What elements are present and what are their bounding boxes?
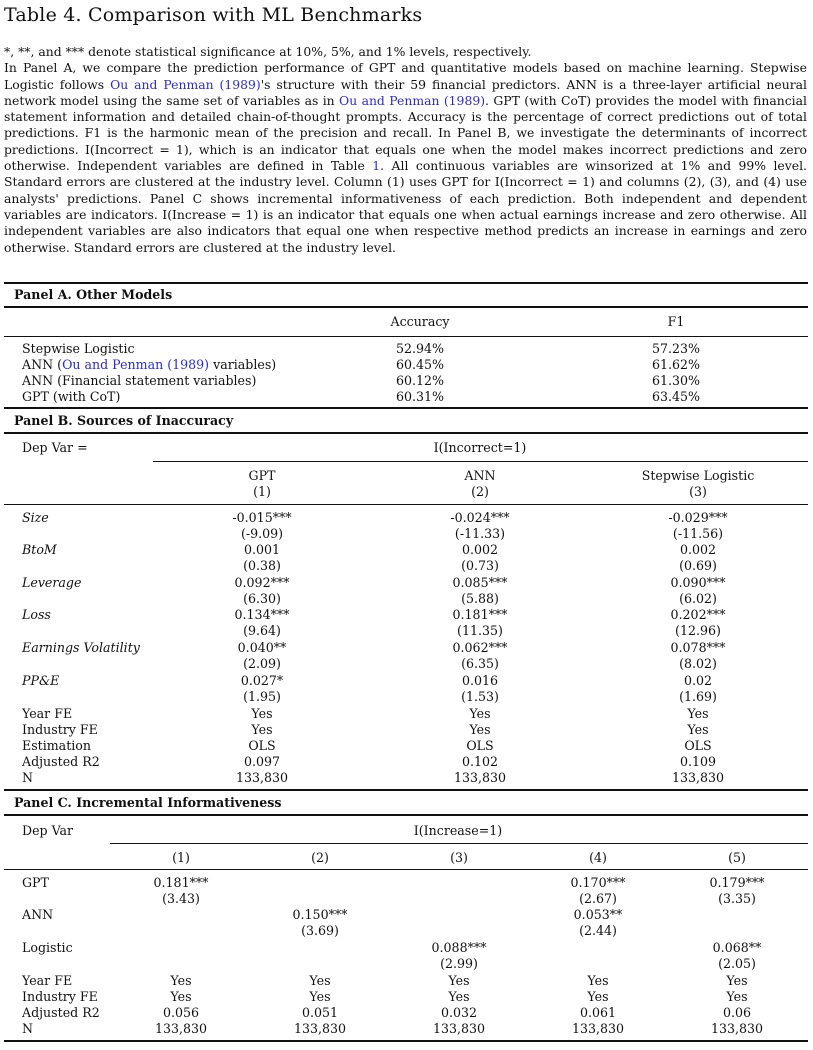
- stat-value: 0.097: [243, 754, 281, 769]
- stat-label: Industry FE: [22, 989, 98, 1004]
- variable-label: ANN: [22, 907, 54, 922]
- coefficient: 0.181***: [452, 607, 508, 622]
- t-stat: (8.02): [679, 656, 717, 671]
- t-stat: (6.02): [679, 591, 717, 606]
- stat-value: Yes: [587, 973, 609, 988]
- rule: [4, 336, 808, 337]
- depvar-label: Dep Var: [22, 823, 74, 838]
- rule: [153, 461, 808, 462]
- t-stat: (3.69): [301, 923, 339, 938]
- column-header: Accuracy: [390, 314, 450, 329]
- variable-label: Loss: [22, 607, 51, 622]
- stat-value: Yes: [309, 989, 331, 1004]
- t-stat: (6.35): [461, 656, 499, 671]
- citation-link[interactable]: Ou and Penman (1989): [339, 92, 486, 108]
- stat-value: Yes: [587, 989, 609, 1004]
- coefficient: -0.029***: [668, 510, 728, 525]
- table-note: [4, 44, 807, 256]
- coefficient: 0.02: [683, 673, 713, 688]
- coefficient: 0.085***: [452, 575, 508, 590]
- t-stat: (-9.09): [240, 526, 284, 541]
- t-stat: (11.35): [457, 623, 503, 638]
- accuracy-value: 60.45%: [395, 357, 445, 372]
- stat-value: 133,830: [432, 1021, 486, 1036]
- stat-value: Yes: [469, 722, 491, 737]
- stat-value: OLS: [248, 738, 276, 753]
- coefficient: 0.181***: [153, 875, 209, 890]
- description-paragraph: In Panel A, we compare the prediction performance of GPT and quantitative models based on machine learning. Stepwise Logistic follows Ou and Penman (1989)'s structure with their 59 financial predictors. ANN is a three-layer artificial neural network model using the same set of variables as in Ou and Penman (1989). GPT (with CoT) provides the model with financial statement information and detailed chain-of-thought prompts. Accuracy is the percentage of correct predictions out of total predictions. F1 is the harmonic mean of the precision and recall. In Panel B, we investigate the determinants of incorrect predictions. I(Incorrect = 1), which is an indicator that equals one when the model makes incorrect predictions and zero otherwise. Independent variables are defined in Table 1. All continuous variables are winsorized at 1% and 99% level. Standard errors are clustered at the industry level. Column (1) uses GPT for I(Incorrect = 1) and columns (2), (3), and (4) use analysts' predictions. Panel C shows incremental informativeness of each prediction. Both independent and dependent variables are indicators. I(Increase = 1) is an indicator that equals one when actual earnings increase and zero otherwise. All independent variables are also indicators that equal one when respective method predicts an increase in earnings and zero otherwise. Standard errors are clustered at the industry level.: [4, 60, 807, 255]
- column-number: (1): [253, 484, 271, 499]
- depvar-name: I(Incorrect=1): [433, 440, 527, 455]
- stat-value: Yes: [309, 973, 331, 988]
- variable-label: PP&E: [22, 673, 60, 688]
- t-stat: (1.53): [461, 689, 499, 704]
- stat-label: Industry FE: [22, 722, 98, 737]
- variable-label: Leverage: [22, 575, 82, 590]
- accuracy-value: 60.31%: [395, 389, 445, 404]
- column-number: (3): [689, 484, 707, 499]
- accuracy-value: 60.12%: [395, 373, 445, 388]
- coefficient: -0.024***: [450, 510, 510, 525]
- coefficient: 0.179***: [709, 875, 765, 890]
- row-label: ANN (Financial statement variables): [22, 373, 257, 388]
- accuracy-value: 52.94%: [395, 341, 445, 356]
- t-stat: (9.64): [243, 623, 281, 638]
- citation-link[interactable]: Ou and Penman (1989): [110, 76, 261, 92]
- coefficient: 0.002: [461, 542, 499, 557]
- stat-value: 0.06: [722, 1005, 752, 1020]
- t-stat: (6.30): [243, 591, 281, 606]
- stat-value: Yes: [170, 973, 192, 988]
- stat-value: 0.056: [162, 1005, 200, 1020]
- coefficient: 0.001: [243, 542, 281, 557]
- variable-label: GPT: [22, 875, 49, 890]
- coefficient: 0.053**: [573, 907, 623, 922]
- column-header: ANN: [464, 468, 496, 483]
- coefficient: 0.092***: [234, 575, 290, 590]
- stat-value: OLS: [466, 738, 494, 753]
- row-label: ANN (Ou and Penman (1989) variables): [22, 357, 277, 372]
- coefficient: 0.016: [461, 673, 499, 688]
- coefficient: 0.062***: [452, 640, 508, 655]
- variable-label: BtoM: [22, 542, 57, 557]
- stat-label: Year FE: [22, 706, 73, 721]
- stat-label: Year FE: [22, 973, 73, 988]
- rule: [4, 1040, 808, 1042]
- t-stat: (-11.56): [672, 526, 724, 541]
- stat-value: Yes: [726, 989, 748, 1004]
- t-stat: (1.69): [679, 689, 717, 704]
- coefficient: -0.015***: [232, 510, 292, 525]
- coefficient: 0.040**: [237, 640, 287, 655]
- depvar-label: Dep Var =: [22, 440, 88, 455]
- panel-c-title: Panel C. Incremental Informativeness: [14, 795, 282, 810]
- significance-note: *, **, and *** denote statistical significance at 10%, 5%, and 1% levels, respectively.: [4, 44, 532, 59]
- column-header: Stepwise Logistic: [641, 468, 755, 483]
- stat-value: 0.051: [301, 1005, 339, 1020]
- rule: [4, 504, 808, 505]
- coefficient: 0.078***: [670, 640, 726, 655]
- t-stat: (0.73): [461, 558, 499, 573]
- stat-label: Adjusted R2: [22, 754, 100, 769]
- table-ref-link[interactable]: 1: [372, 158, 381, 174]
- stat-value: 133,830: [293, 1021, 347, 1036]
- rule: [4, 789, 808, 791]
- table-title: Table 4. Comparison with ML Benchmarks: [4, 4, 423, 26]
- t-stat: (2.99): [440, 956, 478, 971]
- panel-b-title: Panel B. Sources of Inaccuracy: [14, 413, 234, 428]
- t-stat: (1.95): [243, 689, 281, 704]
- citation-link[interactable]: Ou and Penman (1989): [62, 357, 210, 372]
- depvar-name: I(Increase=1): [413, 823, 503, 838]
- panel-a-title: Panel A. Other Models: [14, 287, 173, 302]
- stat-value: Yes: [687, 722, 709, 737]
- column-number: (1): [172, 850, 190, 865]
- stat-value: 133,830: [671, 770, 725, 785]
- variable-label: Logistic: [22, 940, 73, 955]
- f1-value: 57.23%: [651, 341, 701, 356]
- coefficient: 0.027*: [240, 673, 284, 688]
- rule: [4, 407, 808, 409]
- stat-value: Yes: [251, 722, 273, 737]
- coefficient: 0.088***: [431, 940, 487, 955]
- stat-value: 0.061: [579, 1005, 617, 1020]
- t-stat: (3.35): [718, 891, 756, 906]
- t-stat: (-11.33): [454, 526, 506, 541]
- coefficient: 0.134***: [234, 607, 290, 622]
- coefficient: 0.202***: [670, 607, 726, 622]
- stat-value: Yes: [469, 706, 491, 721]
- f1-value: 63.45%: [651, 389, 701, 404]
- t-stat: (0.69): [679, 558, 717, 573]
- row-label: Stepwise Logistic: [22, 341, 135, 356]
- rule: [4, 432, 808, 434]
- t-stat: (12.96): [675, 623, 721, 638]
- f1-value: 61.62%: [651, 357, 701, 372]
- stat-value: Yes: [448, 973, 470, 988]
- variable-label: Earnings Volatility: [22, 640, 140, 655]
- column-number: (2): [311, 850, 329, 865]
- coefficient: 0.090***: [670, 575, 726, 590]
- stat-value: 133,830: [571, 1021, 625, 1036]
- stat-value: Yes: [687, 706, 709, 721]
- stat-value: 0.032: [440, 1005, 478, 1020]
- stat-value: Yes: [726, 973, 748, 988]
- stat-value: 133,830: [154, 1021, 208, 1036]
- stat-value: OLS: [684, 738, 712, 753]
- coefficient: 0.170***: [570, 875, 626, 890]
- stat-value: 133,830: [235, 770, 289, 785]
- f1-value: 61.30%: [651, 373, 701, 388]
- t-stat: (0.38): [243, 558, 281, 573]
- stat-value: 133,830: [453, 770, 507, 785]
- stat-value: 0.109: [679, 754, 717, 769]
- stat-value: Yes: [251, 706, 273, 721]
- stat-value: Yes: [170, 989, 192, 1004]
- coefficient: 0.150***: [292, 907, 348, 922]
- t-stat: (3.43): [162, 891, 200, 906]
- stat-value: 133,830: [710, 1021, 764, 1036]
- rule: [4, 869, 808, 870]
- rule: [4, 306, 808, 308]
- column-number: (5): [728, 850, 746, 865]
- t-stat: (5.88): [461, 591, 499, 606]
- column-header: GPT: [248, 468, 276, 483]
- t-stat: (2.05): [718, 956, 756, 971]
- rule: [4, 282, 808, 284]
- stat-value: Yes: [448, 989, 470, 1004]
- rule: [4, 814, 808, 816]
- rule: [110, 843, 808, 844]
- coefficient: 0.068**: [712, 940, 762, 955]
- t-stat: (2.44): [579, 923, 617, 938]
- coefficient: 0.002: [679, 542, 717, 557]
- stat-label: N: [22, 1021, 34, 1036]
- stat-value: 0.102: [461, 754, 499, 769]
- stat-label: Adjusted R2: [22, 1005, 100, 1020]
- stat-label: N: [22, 770, 34, 785]
- column-number: (4): [589, 850, 607, 865]
- t-stat: (2.09): [243, 656, 281, 671]
- column-header: F1: [667, 314, 685, 329]
- stat-label: Estimation: [22, 738, 91, 753]
- row-label: GPT (with CoT): [22, 389, 121, 404]
- column-number: (2): [471, 484, 489, 499]
- column-number: (3): [450, 850, 468, 865]
- variable-label: Size: [22, 510, 49, 525]
- t-stat: (2.67): [579, 891, 617, 906]
